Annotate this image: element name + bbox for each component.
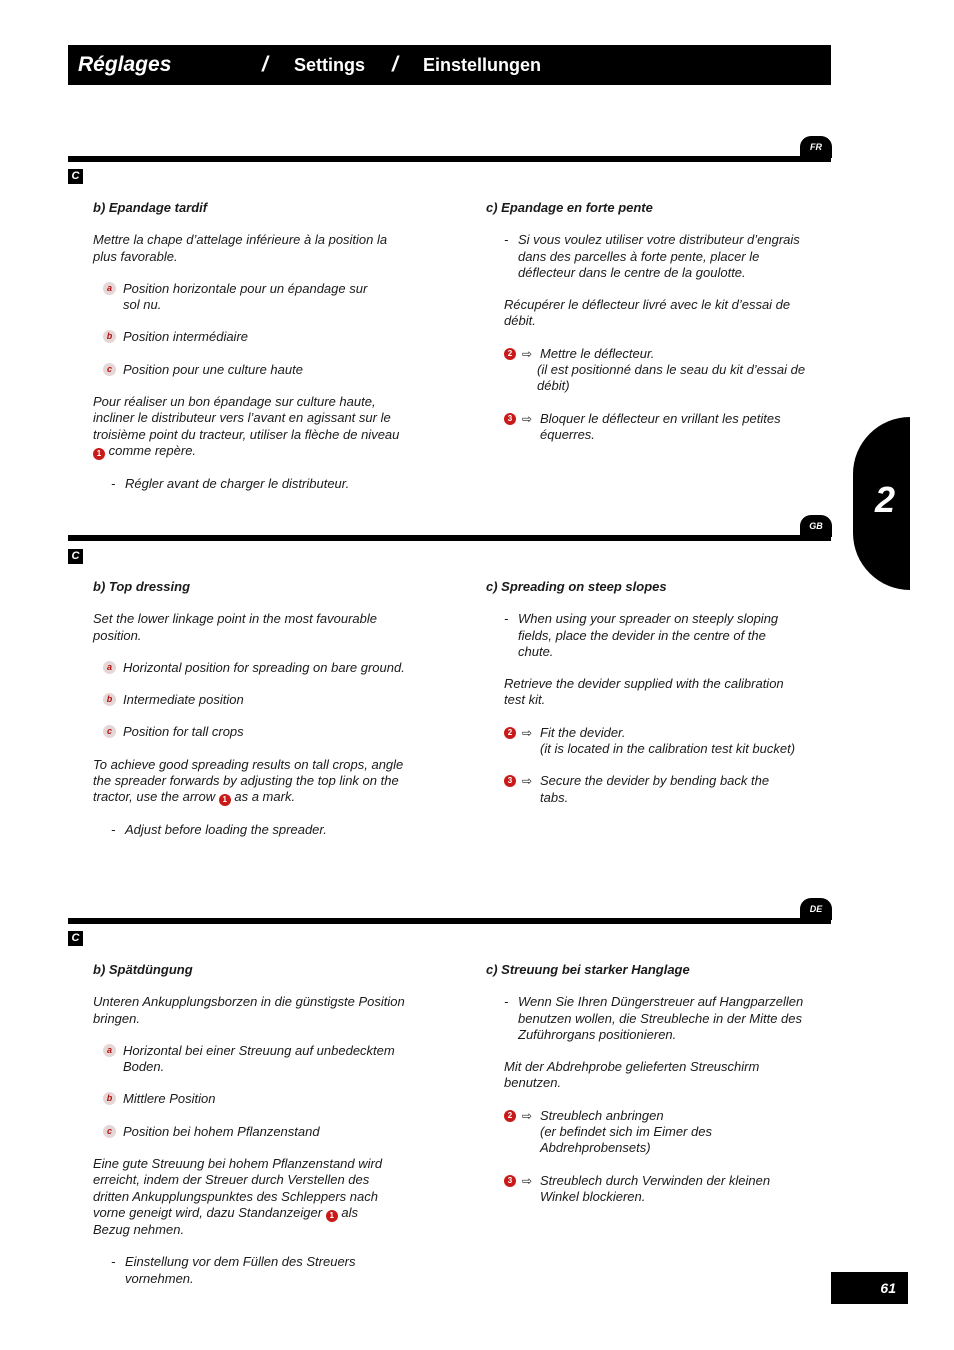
arrow-right-icon: ⇨	[522, 1173, 533, 1188]
paragraph-text: as a mark.	[234, 789, 296, 805]
step-text: Streublech durch Verwinden der kleinen Winkel blockieren.	[540, 1172, 771, 1204]
dash-text: Adjust before loading the spreader.	[125, 822, 327, 838]
option-item	[93, 281, 413, 314]
option-item	[93, 660, 418, 676]
de-right-column	[486, 962, 811, 1205]
chapter-number: 2	[875, 479, 896, 520]
figure-ref-box: C	[68, 931, 83, 946]
language-tab-gb: GB	[800, 515, 832, 537]
step-number-icon: 3	[504, 1175, 516, 1187]
marker-1-icon: 1	[326, 1210, 338, 1222]
paragraph-text: Mit der Abdrehprobe gelieferten Streuschirm benutzen.	[504, 1059, 760, 1091]
dash-item	[93, 476, 413, 492]
step-number-icon: 2	[504, 1110, 516, 1122]
header-separator: /	[392, 53, 398, 76]
header-title-fr: Réglages	[78, 53, 172, 76]
option-text: Position intermédiaire	[123, 329, 249, 345]
step-item	[504, 411, 811, 444]
section-title: b) Spätdüngung	[93, 962, 193, 977]
step-item	[504, 1108, 811, 1157]
dash-item	[486, 611, 816, 660]
arrow-right-icon: ⇨	[522, 411, 533, 426]
step-item	[504, 725, 816, 758]
dash-item	[93, 822, 418, 838]
dash-text: Régler avant de charger le distributeur.	[125, 475, 350, 491]
dash-marker: -	[504, 611, 509, 627]
dash-marker: -	[504, 232, 509, 248]
dash-text: Si vous voulez utiliser votre distributeur d’engrais dans des parcelles à forte pente, placer le déflecteur dans le centre de la goulotte.	[518, 232, 800, 280]
option-item	[93, 724, 418, 740]
option-badge: c	[103, 1125, 116, 1138]
instruction-paragraph	[93, 394, 413, 460]
section-divider	[68, 918, 831, 924]
dash-text: Einstellung vor dem Füllen des Streuers vornehmen.	[125, 1254, 356, 1286]
dash-text: Wenn Sie Ihren Düngerstreuer auf Hangparzellen benutzen wollen, die Streubleche in der Mitte des Zuführorgans positionieren.	[518, 994, 804, 1042]
option-badge: a	[103, 1044, 116, 1057]
language-tab-fr: FR	[800, 136, 832, 158]
fr-left-column	[93, 200, 413, 492]
paragraph-text: Eine gute Streuung bei hohem Pflanzenstand wird erreicht, indem der Streuer durch Verstellen des dritten Ankupplungspunktes des Schleppers nach vorne geneigt wird, dazu Standanzeiger	[93, 1156, 383, 1220]
option-badge: c	[103, 363, 116, 376]
step-text: Bloquer le déflecteur en vrillant les petites équerres.	[540, 410, 781, 442]
paragraph-text: Récupérer le déflecteur livré avec le kit d’essai de débit.	[504, 297, 791, 329]
option-text: Position pour une culture haute	[123, 361, 303, 377]
gb-right-column	[486, 579, 816, 806]
option-badge: a	[103, 661, 116, 674]
step-number-icon: 3	[504, 413, 516, 425]
option-badge: b	[103, 330, 116, 343]
intro-text: Set the lower linkage point in the most favourable position.	[93, 611, 378, 643]
option-text: Position bei hohem Pflanzenstand	[123, 1123, 320, 1139]
step-item	[504, 773, 816, 806]
figure-ref-box: C	[68, 549, 83, 564]
gb-left-column	[93, 579, 418, 839]
option-text: Mittlere Position	[123, 1091, 216, 1107]
instruction-paragraph	[93, 1156, 418, 1238]
option-item	[93, 329, 413, 345]
option-text: Position for tall crops	[123, 724, 244, 740]
paragraph-text: als Bezug nehmen.	[93, 1204, 358, 1237]
arrow-right-icon: ⇨	[522, 346, 533, 361]
header-separator: /	[262, 53, 268, 76]
option-item	[93, 1043, 418, 1076]
step-item	[504, 1173, 811, 1206]
dash-marker: -	[504, 994, 509, 1010]
step-subtext: (il est positionné dans le seau du kit d’essai de débit)	[537, 362, 806, 394]
section-title: b) Top dressing	[93, 579, 191, 594]
intro-text: Mettre la chape d’attelage inférieure à la position la plus favorable.	[93, 232, 388, 264]
header-title-de: Einstellungen	[423, 55, 542, 75]
arrow-right-icon: ⇨	[522, 1108, 533, 1123]
instruction-paragraph	[93, 757, 418, 807]
option-badge: c	[103, 725, 116, 738]
paragraph-text: Retrieve the devider supplied with the calibration test kit.	[504, 676, 784, 708]
step-item	[504, 346, 811, 395]
section-divider	[68, 156, 831, 162]
option-item	[93, 362, 413, 378]
section-divider	[68, 535, 831, 541]
step-subtext: (it is located in the calibration test kit bucket)	[540, 741, 796, 757]
language-tab-de: DE	[800, 898, 832, 920]
page-header	[68, 45, 831, 85]
option-badge: b	[103, 693, 116, 706]
paragraph-text: Pour réaliser un bon épandage sur culture haute, incliner le distributeur vers l’avant en agissant sur le troisième point du tracteur, utiliser la flèche de niveau	[93, 394, 400, 442]
dash-text: When using your spreader on steeply sloping fields, place the devider in the centre of the chute.	[518, 611, 779, 659]
paragraph-text: comme repère.	[108, 442, 197, 458]
section-title: c) Spreading on steep slopes	[486, 579, 667, 594]
header-title-gb: Settings	[294, 55, 366, 75]
section-title: c) Epandage en forte pente	[486, 200, 653, 215]
dash-marker: -	[111, 475, 116, 491]
section-title: b) Epandage tardif	[93, 200, 208, 215]
arrow-right-icon: ⇨	[522, 725, 533, 740]
page-number: 61	[831, 1272, 908, 1304]
option-badge: a	[103, 282, 116, 295]
marker-1-icon: 1	[219, 794, 231, 806]
step-text: Streublech anbringen	[540, 1107, 664, 1123]
option-item	[93, 1124, 418, 1140]
dash-item	[486, 232, 811, 281]
de-left-column	[93, 962, 418, 1287]
step-text: Fit the devider.	[540, 724, 626, 740]
dash-item	[93, 1254, 418, 1287]
step-text: Mettre le déflecteur.	[540, 345, 655, 361]
paragraph-text: To achieve good spreading results on tall crops, angle the spreader forwards by adjusting the top link on the tractor, use the arrow	[93, 756, 404, 805]
option-item	[93, 1091, 418, 1107]
dash-marker: -	[111, 822, 116, 838]
dash-item	[486, 994, 811, 1043]
step-number-icon: 2	[504, 348, 516, 360]
step-number-icon: 3	[504, 775, 516, 787]
option-text: Horizontal bei einer Streuung auf unbedecktem Boden.	[123, 1042, 395, 1075]
chapter-tab	[853, 417, 910, 590]
dash-marker: -	[111, 1254, 116, 1270]
option-item	[93, 692, 418, 708]
intro-text: Unteren Ankupplungsborzen in die günstigste Position bringen.	[93, 994, 405, 1026]
step-subtext: (er befindet sich im Eimer des Abdrehprobensets)	[540, 1124, 712, 1156]
arrow-right-icon: ⇨	[522, 774, 533, 789]
option-badge: b	[103, 1092, 116, 1105]
fr-right-column	[486, 200, 811, 443]
figure-ref-box: C	[68, 169, 83, 184]
option-text: Horizontal position for spreading on bare ground.	[123, 659, 405, 675]
marker-1-icon: 1	[93, 448, 105, 460]
section-title: c) Streuung bei starker Hanglage	[486, 962, 690, 977]
option-text: Position horizontale pour un épandage sur sol nu.	[123, 280, 368, 313]
step-number-icon: 2	[504, 727, 516, 739]
step-text: Secure the devider by bending back the tabs.	[540, 773, 770, 805]
option-text: Intermediate position	[123, 692, 244, 708]
